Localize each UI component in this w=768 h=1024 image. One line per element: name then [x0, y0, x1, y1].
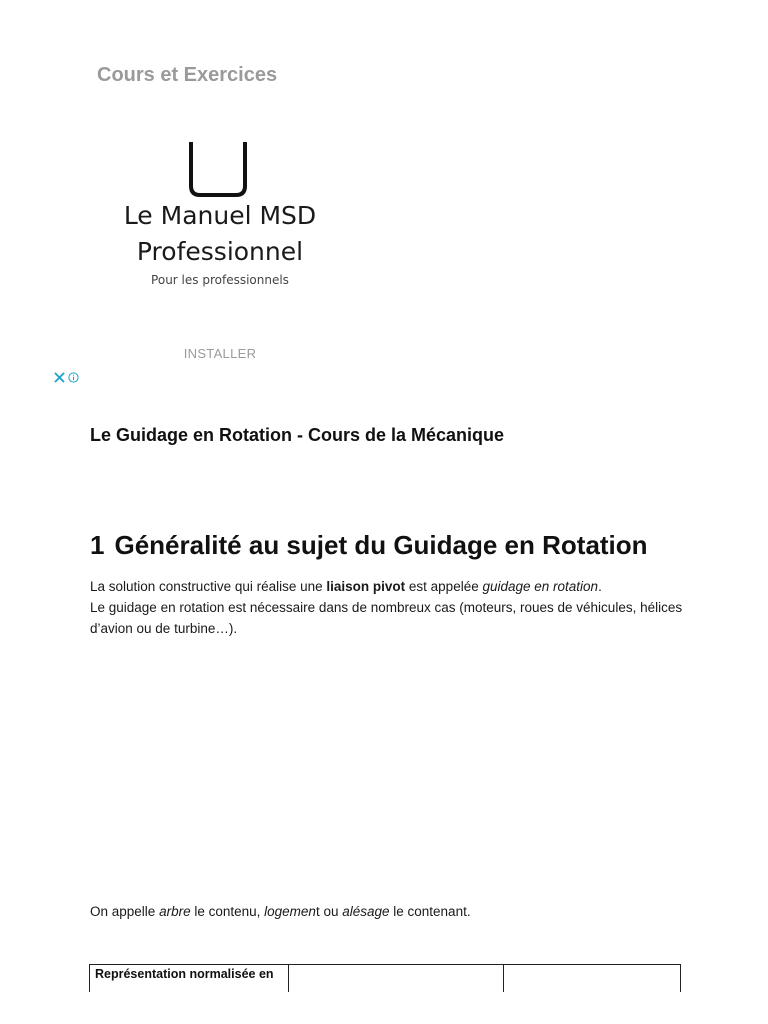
- text-span: t ou: [315, 904, 343, 919]
- ad-app-name: Le Manuel MSD Professionnel: [123, 201, 317, 266]
- text-span: est appelée: [405, 579, 483, 594]
- table-cell: [289, 965, 504, 993]
- article-title: Le Guidage en Rotation - Cours de la Mécanique: [90, 425, 505, 445]
- ad-install-button[interactable]: INSTALLER: [183, 346, 257, 361]
- definition-paragraph: [90, 901, 690, 922]
- intro-paragraph: [90, 576, 690, 639]
- table-cell: [504, 965, 681, 993]
- site-title[interactable]: Cours et Exercices: [97, 64, 278, 86]
- section-number: 1: [90, 530, 105, 560]
- text-span: On appelle: [90, 904, 160, 919]
- app-logo-icon: [188, 142, 248, 198]
- close-icon[interactable]: [54, 372, 65, 383]
- representation-table: [89, 964, 681, 992]
- text-span: Le guidage en rotation est nécessaire dans de nombreux cas (moteurs, roues de véhicules, hélices d’avion ou de turbine…).: [90, 600, 683, 636]
- text-span: .: [598, 579, 602, 594]
- section-heading-text: Généralité au sujet du Guidage en Rotation: [114, 530, 648, 560]
- logement-term: logemen: [264, 904, 316, 919]
- app-install-ad[interactable]: [95, 130, 345, 370]
- guidage-term: guidage en rotation: [482, 579, 599, 594]
- liaison-pivot-term: liaison pivot: [326, 579, 406, 594]
- text-span: La solution constructive qui réalise une: [90, 579, 327, 594]
- info-icon[interactable]: [68, 372, 79, 383]
- arbre-term: arbre: [159, 904, 191, 919]
- section-heading: [90, 530, 648, 561]
- alesage-term: alésage: [342, 904, 390, 919]
- ad-app-subtitle: Pour les professionnels: [151, 273, 289, 287]
- table-row: [90, 965, 681, 993]
- text-span: le contenu,: [190, 904, 265, 919]
- table-header-cell: Représentation normalisée en: [90, 965, 289, 993]
- text-span: le contenant.: [389, 904, 471, 919]
- ad-controls: [54, 372, 79, 383]
